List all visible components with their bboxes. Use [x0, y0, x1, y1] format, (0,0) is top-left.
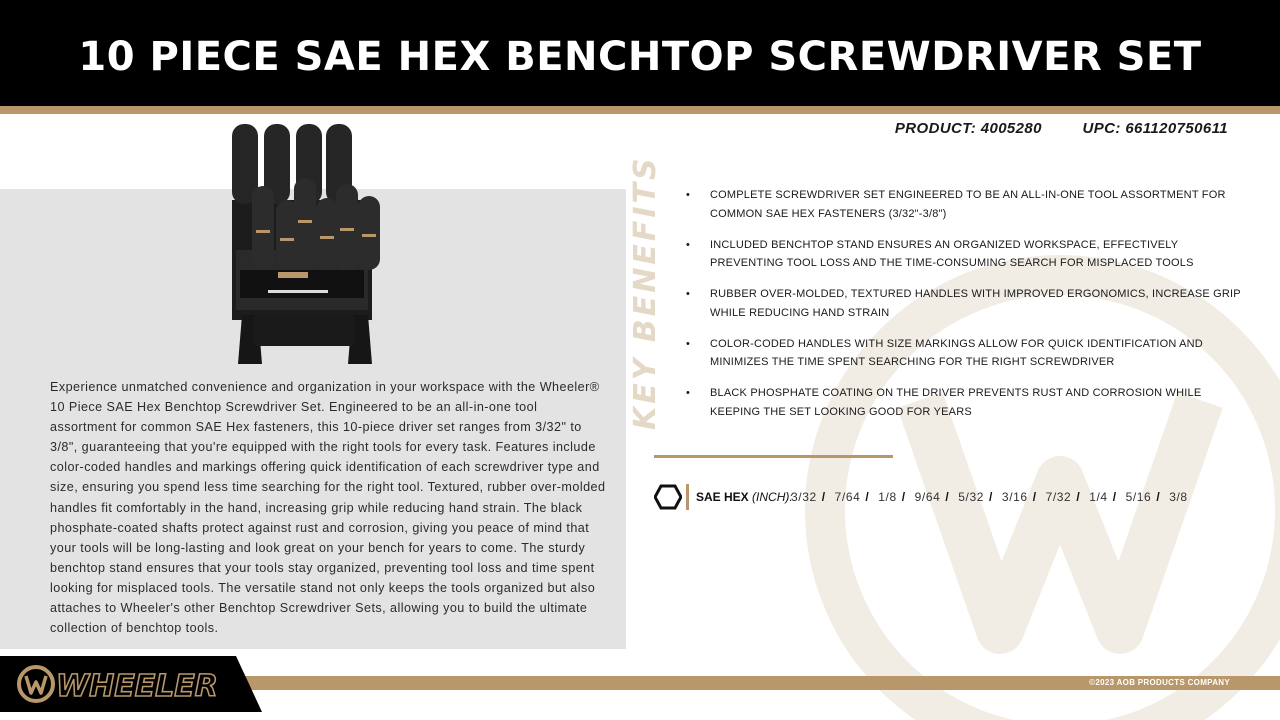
list-item: • COLOR-CODED HANDLES WITH SIZE MARKINGS ALLOW FOR QUICK IDENTIFICATION AND MINIMIZES THE TIME SPENT SEARCHING FOR THE RIGHT SCREWDRIVER [686, 337, 1203, 368]
list-item: • RUBBER OVER-MOLDED, TEXTURED HANDLES WITH IMPROVED ERGONOMICS, INCREASE GRIP WHILE REDUCING HAND STRAIN [686, 288, 1241, 319]
sizes-list: 3/32 / 7/64 / 1/8 / 9/64 / 5/32 / 3/16 / 7/32 / 1/4 / 5/16 / 3/8 [791, 490, 1188, 504]
wheeler-logo-icon [0, 656, 262, 712]
hex-icon [654, 484, 682, 510]
benefits-list [686, 186, 1246, 434]
product-info [859, 120, 1228, 137]
copyright-text: ©2023 AOB PRODUCTS COMPANY [1089, 678, 1230, 687]
sizes-row [654, 484, 1254, 510]
list-item: • INCLUDED BENCHTOP STAND ENSURES AN ORGANIZED WORKSPACE, EFFECTIVELY PREVENTING TOOL LOSS AND THE TIME-CONSUMING SEARCH FOR MISPLACED TOOLS [686, 238, 1194, 269]
sizes-label: SAE HEX (INCH): [696, 490, 793, 504]
size-value: 9/64 [914, 490, 941, 504]
product-number: PRODUCT: 4005280 [894, 120, 1042, 137]
hex-divider [686, 484, 689, 510]
product-description: Experience unmatched convenience and organization in your workspace with the Wheeler® 10 Piece SAE Hex Benchtop Screwdriver Set. Engineered to be an all-in-one tool assortment for common SAE Hex fasteners, this 10-piece driver set ranges from 3/32" to 3/8", guaranteeing that you're equipped with the right tools for every task. Features include color-coded handles and markings offering quick identification of each screwdriver type and size, ensuring you spend less time searching for the right tool. Textured, rubber over-molded handles fit comfortably in the hand, increasing grip while reducing hand strain. The black phosphate-coated shafts protect against rust and corrosion, giving you peace of mind that your tools will be long-lasting and look great on your bench for years to come. The sturdy benchtop stand ensures that your tools stay organized, preventing tool loss and time spent looking for misplaced tools. The versatile stand not only keeps the tools organized but also attaches to Wheeler's other Benchtop Screwdriver Sets, allowing you to build the ultimate collection of benchtop tools. [50, 380, 606, 636]
section-divider [654, 455, 893, 458]
size-value: 7/32 [1045, 490, 1072, 504]
size-value: 7/64 [834, 490, 861, 504]
size-value: 3/16 [1001, 490, 1028, 504]
page-title: 10 PIECE SAE HEX BENCHTOP SCREWDRIVER SET [78, 34, 1202, 80]
list-item: • COMPLETE SCREWDRIVER SET ENGINEERED TO BE AN ALL-IN-ONE TOOL ASSORTMENT FOR COMMON SAE HEX FASTENERS (3/32"-3/8") [686, 189, 1226, 220]
size-value: 1/4 [1089, 490, 1108, 504]
upc-number: UPC: 661120750611 [1082, 120, 1228, 137]
size-value: 5/16 [1125, 490, 1152, 504]
header-stripe [0, 106, 1280, 114]
list-item: • BLACK PHOSPHATE COATING ON THE DRIVER PREVENTS RUST AND CORROSION WHILE KEEPING THE SET LOOKING GOOD FOR YEARS [686, 387, 1202, 418]
size-value: 5/32 [958, 490, 985, 504]
key-benefits-label: KEY BENEFITS [628, 155, 663, 430]
svg-text:WHEELER: WHEELER [56, 669, 218, 704]
size-value: 3/32 [791, 490, 817, 504]
screwdriver-set-image [218, 120, 388, 368]
size-value: 1/8 [878, 490, 897, 504]
size-value: 3/8 [1169, 490, 1188, 504]
header-bar [0, 0, 1280, 106]
